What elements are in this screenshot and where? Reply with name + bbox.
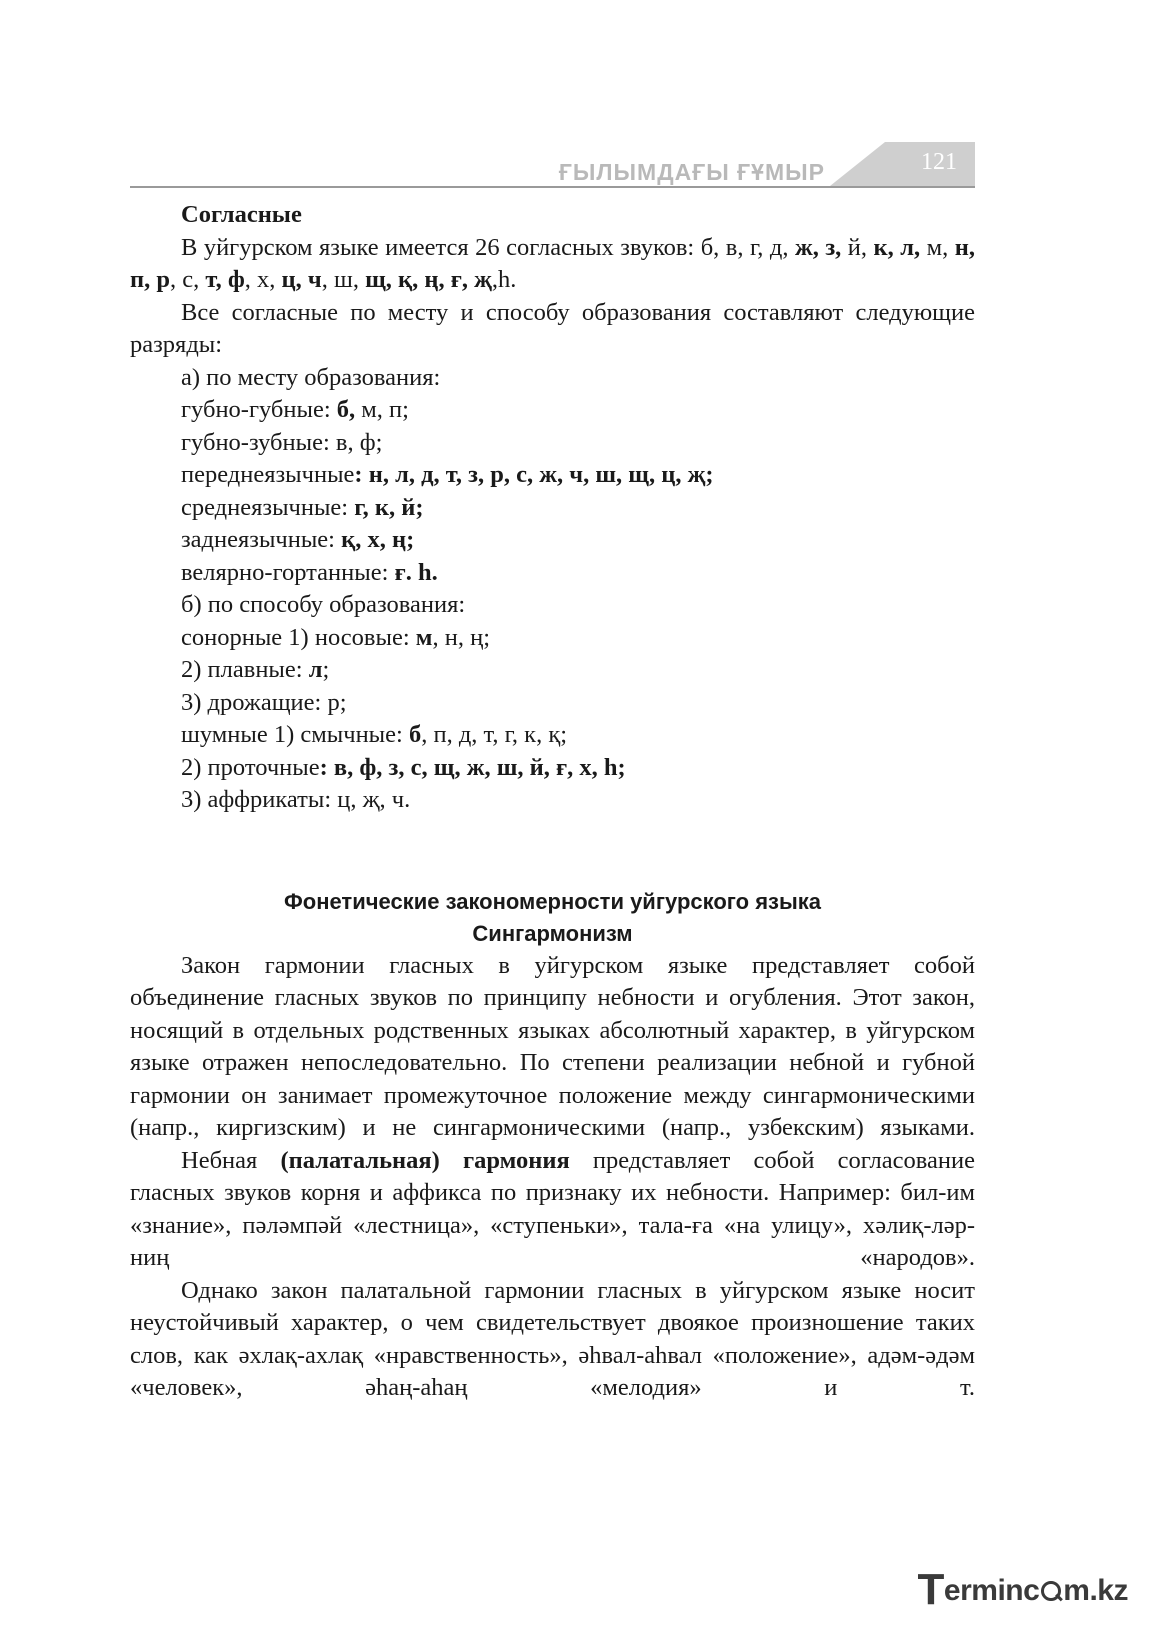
running-header <box>130 140 975 190</box>
list-item: губно-губные: б, м, п; <box>181 396 409 423</box>
list-item: 3) дрожащие: р; <box>181 688 347 716</box>
page-number: 121 <box>921 149 957 175</box>
list-item: 3) аффрикаты: ц, җ, ч. <box>181 786 411 813</box>
categories-paragraph: Все согласные по месту и способу образования составляют следующие разряды: <box>130 298 975 358</box>
section-heading-phonetics <box>130 886 975 950</box>
list-item: велярно-гортанные: ғ. һ. <box>181 558 438 586</box>
list-item: а) по месту образования: <box>181 363 441 391</box>
instability-paragraph: Однако закон палатальной гармонии гласных в уйгурском языке носит неустойчивый характер, о чем свидетельствует двоякое произношение таких слов, как әхлақ-ахлақ «нравственность», әһвал-аһвал «положение», адәм-әдәм «человек», әһаң-аһаң «мелодия» и т. <box>130 1276 975 1401</box>
list-item: среднеязычные: г, к, й; <box>181 493 424 521</box>
list-item: 2) плавные: л; <box>181 656 330 683</box>
list-item: губно-зубные: в, ф; <box>181 428 383 456</box>
header-title: ҒЫЛЫМДАҒЫ ҒҰМЫР <box>558 159 825 185</box>
list-item: шумные 1) смычные: б, п, д, т, г, к, қ; <box>181 721 568 748</box>
terminology-watermark-logo: Terminc m.kz <box>917 1565 1128 1614</box>
list-item: переднеязычные: н, л, д, т, з, р, с, ж, ч, ш, щ, ц, җ; <box>181 461 714 488</box>
heading-line: Фонетические закономерности уйгурского языка <box>283 888 822 914</box>
list-item: заднеязычные: қ, х, ң; <box>181 526 415 553</box>
palatal-harmony-paragraph: Небная (палатальная) гармония представляет собой согласование гласных звуков корня и аффикса по признаку их небности. Например: бил-им «знание», пәләмпәй «лестница», «ступеньки», тала-ға «на улицу», хәлиқ-ләр-ниң «народов». <box>130 1146 975 1271</box>
consonants-paragraph: В уйгурском языке имеется 26 согласных звуков: б, в, г, д, ж, з, й, к, л, м, н, п, р, с, т, ф, х, ц, ч, ш, щ, қ, ң, ғ, җ,һ. <box>130 233 975 293</box>
harmony-paragraph: Закон гармонии гласных в уйгурском языке представляет собой объединение гласных звуков по принципу небности и огубления. Этот закон, носящий в отдельных родственных языках абсолютный характер, в уйгурском языке отражен непоследовательно. По степени реализации небной и губной гармонии он занимает промежуточное положение между сингармоническими (напр., киргизским) и не сингармоническими (напр., узбекским) языками. <box>130 951 975 1141</box>
heading-line: Сингармонизм <box>472 920 633 946</box>
magnifier-icon <box>1040 1580 1062 1602</box>
body-text <box>130 199 975 1405</box>
header-rule <box>130 186 975 188</box>
list-item: 2) проточные: в, ф, з, с, щ, ж, ш, й, ғ, х, һ; <box>181 753 626 781</box>
consonant-list <box>130 362 975 817</box>
list-item: сонорные 1) носовые: м, н, ң; <box>181 623 491 651</box>
list-item: б) по способу образования: <box>181 591 466 618</box>
section-heading-consonants: Согласные <box>181 201 302 228</box>
